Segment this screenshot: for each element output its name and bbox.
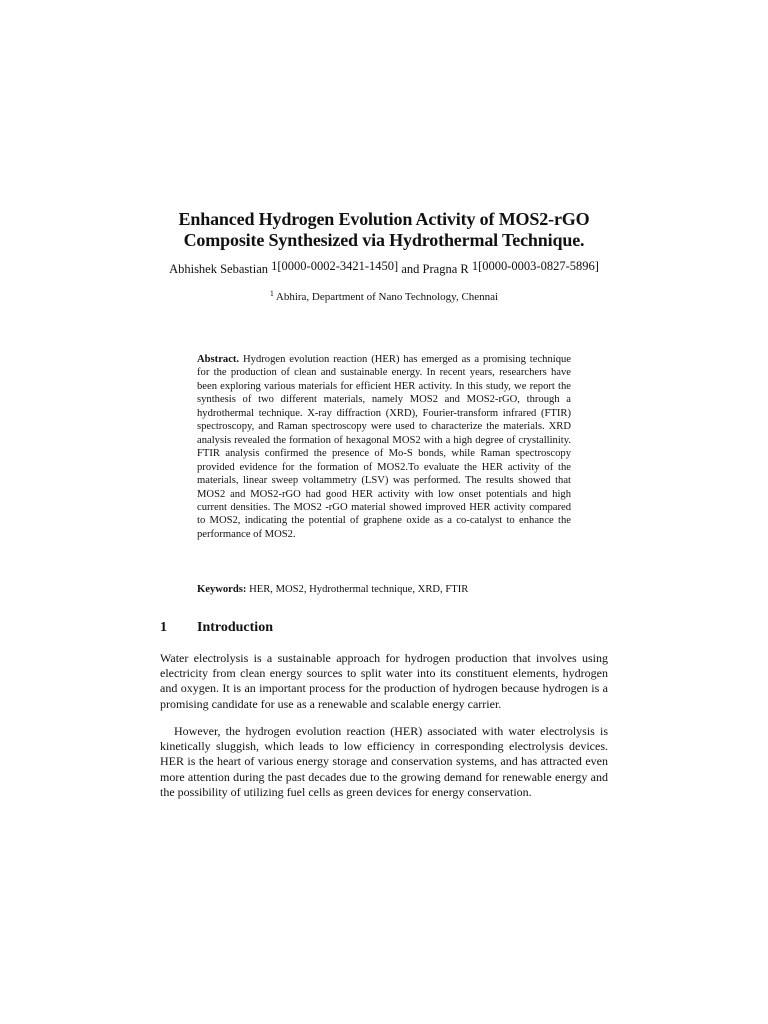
keywords-text: HER, MOS2, Hydrothermal technique, XRD, FTIR: [249, 584, 469, 595]
author-orcid: 1[0000-0003-0827-5896]: [471, 259, 599, 273]
abstract: [197, 353, 571, 541]
abstract-label: Abstract.: [197, 354, 240, 365]
keywords: [197, 583, 571, 597]
author-name: Pragna R: [422, 262, 469, 276]
author-list: [140, 261, 628, 277]
section-title: Introduction: [197, 620, 273, 635]
section-number: 1: [160, 620, 167, 635]
body-paragraph: Water electrolysis is a sustainable approach for hydrogen production that involves using electricity from clean energy sources to split water into its constituent elements, hydrogen and oxygen. It is an important process for the production of hydrogen because hydrogen is a promising candidate for use as a renewable and scalable energy carrier.: [160, 651, 608, 711]
body-paragraph: However, the hydrogen evolution reaction (HER) associated with water electrolysis is kinetically sluggish, which leads to low efficiency in corresponding electrolysis devices. HER is the heart of various energy storage and conservation systems, and has attracted even more attention during the past decades due to the growing demand for renewable energy and the possibility of utilizing fuel cells as green devices for energy conservation.: [160, 724, 608, 799]
paper-title-line-1: Enhanced Hydrogen Evolution Activity of MOS2-rGO: [178, 209, 590, 229]
affiliation-text: Abhira, Department of Nano Technology, Chennai: [275, 291, 499, 303]
abstract-text: Hydrogen evolution reaction (HER) has emerged as a promising technique for the production of clean and sustainable energy. In recent years, researchers have been exploring various materials for efficient HER activity. In this study, we report the synthesis of two different materials, namely MOS2 and MOS2-rGO, through a hydrothermal technique. X-ray diffraction (XRD), Fourier-transform infrared (FTIR) spectroscopy, and Raman spectroscopy were used to characterize the materials. XRD analysis revealed the formation of hexagonal MOS2 with a high degree of crystallinity. FTIR analysis confirmed the presence of Mo-S bonds, while Raman spectroscopy provided evidence for the formation of MOS2.To evaluate the HER activity of the materials, linear sweep voltammetry (LSV) was performed. The results showed that MOS2 and MOS2-rGO had good HER activity with low onset potentials and high current densities. The MOS2 -rGO material showed improved HER activity compared to MOS2, indicating the potential of graphene oxide as a co-catalyst to enhance the performance of MOS2.: [197, 354, 571, 540]
paper-title: [150, 209, 618, 251]
paper-title-line-2: Composite Synthesized via Hydrothermal Technique.: [183, 230, 585, 250]
author-name: Abhishek Sebastian: [169, 262, 269, 276]
affiliation-marker: 1: [269, 289, 274, 298]
author-affiliation: [140, 290, 628, 305]
section-heading: [160, 619, 608, 637]
author-orcid: 1[0000-0002-3421-1450]: [271, 259, 399, 273]
keywords-label: Keywords:: [197, 584, 247, 595]
author-connector: and: [401, 262, 420, 276]
